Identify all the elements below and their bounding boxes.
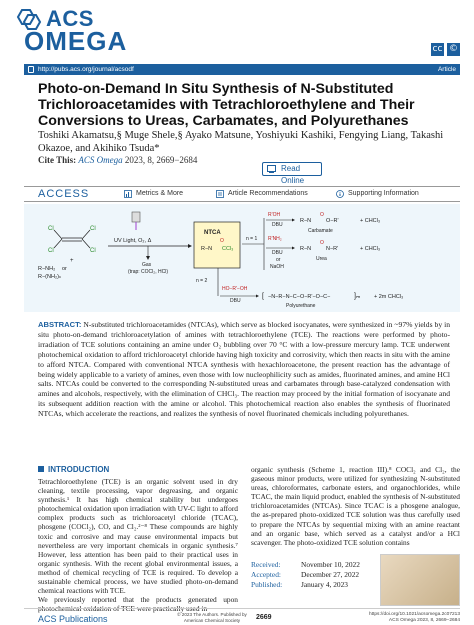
chcl3-3: + 2m CHCl₃ (374, 294, 404, 300)
trap-label: (trap: COCl₂, HCl) (128, 269, 168, 275)
rnh2-label: R'NH₂ (268, 236, 282, 242)
published-label: Published: (251, 580, 283, 589)
journal-header (0, 0, 474, 62)
accepted-label: Accepted: (251, 570, 281, 579)
access-label: ACCESS (38, 188, 90, 200)
svg-text:Cl: Cl (48, 226, 54, 232)
cite-prefix: Cite This: (38, 155, 79, 165)
svg-text:−N−R−N−C−O−R'−O−C−: −N−R−N−C−O−R'−O−C− (268, 294, 331, 300)
svg-text:Cl: Cl (90, 226, 96, 232)
svg-text:]ₘ: ]ₘ (354, 293, 361, 300)
article-type-label: Article (437, 66, 456, 73)
doi-block (369, 612, 460, 623)
license-icons (431, 43, 460, 56)
svg-text:CCl₃: CCl₃ (222, 246, 234, 252)
bar-chart-icon (124, 190, 132, 198)
svg-text:R−N: R−N (300, 246, 312, 252)
copyright-notice: © 2023 The Authors. Published by American Chemical Society (177, 612, 247, 623)
page-number: 2669 (256, 614, 272, 621)
logo-acs-text: ACS (46, 6, 94, 31)
intro-left-column: Tetrachloroethylene (TCE) is an organic solvent used in dry cleaning, textile processing, vapor degreasing, and organic synthesis.¹ It has high chemical stability but undergoes photochemical oxidation upon irradiation with UV-C light to afford complex products such as trichloroacetyl chloride (TCAC), phosgene (COCl₂), CO, and Cl₂.²⁻⁸ These compounds are highly toxic and corrosive and may cause environmental impacts but nevertheless are very important chemicals in organic synthesis.⁷ However, less attention has been paid to their practical uses in organic synthesis. With the recent global environmental issues, a method of chemical recycling of TCE is required. To develop a sustainable chemical process, we have studied photo-on-demand chemical reactions with TCE. We previously reported that the products generated upon photochemical oxidation of TCE were practically used in (38, 477, 238, 614)
lock-icon (28, 66, 34, 73)
svg-text:N−R': N−R' (326, 246, 339, 252)
svg-text:Cl: Cl (90, 248, 96, 254)
journal-logo[interactable] (14, 6, 204, 56)
supporting-info-link[interactable] (336, 190, 419, 197)
gas-label: Gas (142, 262, 152, 268)
svg-text:O: O (220, 238, 224, 244)
introduction-heading (38, 465, 109, 474)
cc-icon[interactable]: cc (432, 44, 443, 54)
cite-journal-link[interactable]: ACS Omega (78, 155, 123, 165)
journal-url-bar (24, 64, 460, 75)
ntca-label: NTCA (204, 230, 221, 236)
received-date: November 10, 2022 (301, 560, 360, 569)
article-list-icon (216, 190, 224, 198)
svg-text:O: O (320, 212, 324, 218)
article-title: Photo-on-Demand In Situ Synthesis of N-Substituted Trichloroacetamides with Tetrachloroethylene and Their Conversions to Ureas, Carbamates, and Polyurethanes (38, 81, 415, 129)
logo-omega-text: OMEGA (24, 26, 128, 56)
reagent1: R−NH₂ (38, 266, 56, 272)
abstract-graphic (24, 204, 460, 312)
journal-reference: ACS Omega 2023, 8, 2669−2684 (388, 617, 460, 623)
abstract-body: N-substituted trichloroacetamides (NTCAs), which serve as blocked isocyanates, were synthesized in ~97% yields by in situ photo-on-demand trichloroacetylation of amines with tetrachloroethylene (TCE). The reactions were performed by photo-irradiation of TCE solutions containing an amine under O₂ bubbling over 70 °C with a low-pressure mercury lamp. TCE underwent photochemical oxidation to afford trichloroacetyl chloride having high toxicity and corrosivity, which then reacts in situ with the amine to afford NTCA. Compared with conventional NTCA synthesis with hexachloroacetone, the present reaction has the advantage of being widely applicable to a variety of amines, even those with low nucleophilicity such as amides, fluorinated amines, and amine HCl salts. NTCAs could be converted to the corresponding N-substituted ureas and carbamates through base-catalyzed condensation with amines and alcohols, respectively, with the elimination of CHCl₃. The reaction may proceed by the initial formation of isocyanate and its subsequent addition reaction with the amine or alcohol. This photochemical reaction also enables the synthesis of fluorinated NTCAs, which accelerate the reactions, and realizes the synthesis of novel fluorinated chemicals including polyurethanes. (38, 320, 450, 419)
dbu-label-1: DBU (272, 222, 283, 228)
abstract-label: ABSTRACT: (38, 320, 82, 329)
svg-text:O−R': O−R' (326, 218, 339, 224)
diol-label: HO−R'−OH (222, 286, 248, 292)
accepted-date: December 27, 2022 (301, 570, 360, 579)
publication-dates (251, 560, 371, 590)
supporting-info-label: Supporting Information (348, 190, 419, 197)
chcl3-1: + CHCl₃ (360, 218, 381, 224)
svg-text:or: or (62, 266, 67, 272)
svg-text:R−N: R−N (300, 218, 312, 224)
recommendations-label: Article Recommendations (228, 190, 308, 197)
abstract-text (38, 320, 450, 419)
dbu-label-2: DBU (272, 250, 283, 256)
read-online-icon (267, 165, 276, 173)
citation-line (38, 155, 197, 165)
page-footer (24, 608, 460, 625)
svg-text:O: O (320, 240, 324, 246)
journal-url-link[interactable]: http://pubs.acs.org/journal/acsodf (38, 66, 134, 73)
urea-label: Urea (316, 256, 327, 262)
published-date: January 4, 2023 (301, 580, 349, 589)
section-marker-icon (38, 466, 44, 472)
metrics-label: Metrics & More (136, 190, 184, 197)
roh-label: R'OH (268, 212, 281, 218)
open-access-icon[interactable]: © (449, 44, 458, 54)
read-online-button[interactable] (262, 162, 322, 185)
dbu-label-3: DBU (230, 298, 241, 304)
doi-link[interactable]: https://doi.org/10.1021/acsomega.2c07213 (369, 612, 460, 617)
author-list[interactable]: Toshiki Akamatsu,§ Muge Shele,§ Ayako Matsune, Yoshiyuki Kashiki, Fengying Liang, Takashi Okazoe, and Akihiko Tsuda* (38, 130, 444, 154)
intro-right-column: organic synthesis (Scheme 1, reaction III).⁸ COCl₂ and Cl₂, the gaseous minor products, were utilized for synthesizing N-substituted ureas, chloroformates, carbonate esters, and organochlorides, while TCAC, the main liquid product, enabled the synthesis of N-substituted trichloroacetamides (NTCAs). Since TCAC is a phosgene analogue, the as-prepared photo-oxidized TCE solution was thus carefully used to prepare the NTCAs by sequential mixing with an amine reactant and an organic base, which served as a catalyst and/or a HCl scavenger. The photo-oxidized TCE solution contains (251, 465, 460, 547)
n2-label: n = 2 (196, 278, 208, 284)
svg-text:+: + (70, 258, 74, 264)
read-online-label: Read Online (281, 164, 305, 185)
tce-molecule (54, 230, 90, 248)
ntca-box (194, 222, 240, 268)
uv-lamp-icon (132, 212, 140, 230)
polyurethane-label: Polyurethane (286, 303, 316, 309)
reaction-scheme (24, 204, 460, 312)
received-label: Received: (251, 560, 281, 569)
journal-cover-thumbnail[interactable] (380, 554, 460, 606)
svg-text:R−N: R−N (201, 246, 213, 252)
chcl3-2: + CHCl₃ (360, 246, 381, 252)
reagent2: R−(NH₂)ₙ (38, 274, 62, 280)
cite-details: 2023, 8, 2669−2684 (122, 155, 198, 165)
uv-condition: UV Light, O₂, Δ (114, 238, 152, 244)
svg-text:Cl: Cl (48, 248, 54, 254)
naoh-label: NaOH (270, 264, 284, 270)
acs-publications-logo[interactable]: ACS Publications (38, 614, 108, 624)
or-label: or (276, 257, 281, 263)
info-icon (336, 190, 344, 198)
metrics-link[interactable] (124, 190, 183, 197)
introduction-heading-text: INTRODUCTION (48, 465, 110, 474)
svg-text:[: [ (262, 293, 264, 300)
access-bar (24, 186, 460, 202)
carbamate-label: Carbamate (308, 228, 333, 234)
recommendations-link[interactable] (216, 190, 308, 197)
n1-label: n = 1 (246, 236, 258, 242)
